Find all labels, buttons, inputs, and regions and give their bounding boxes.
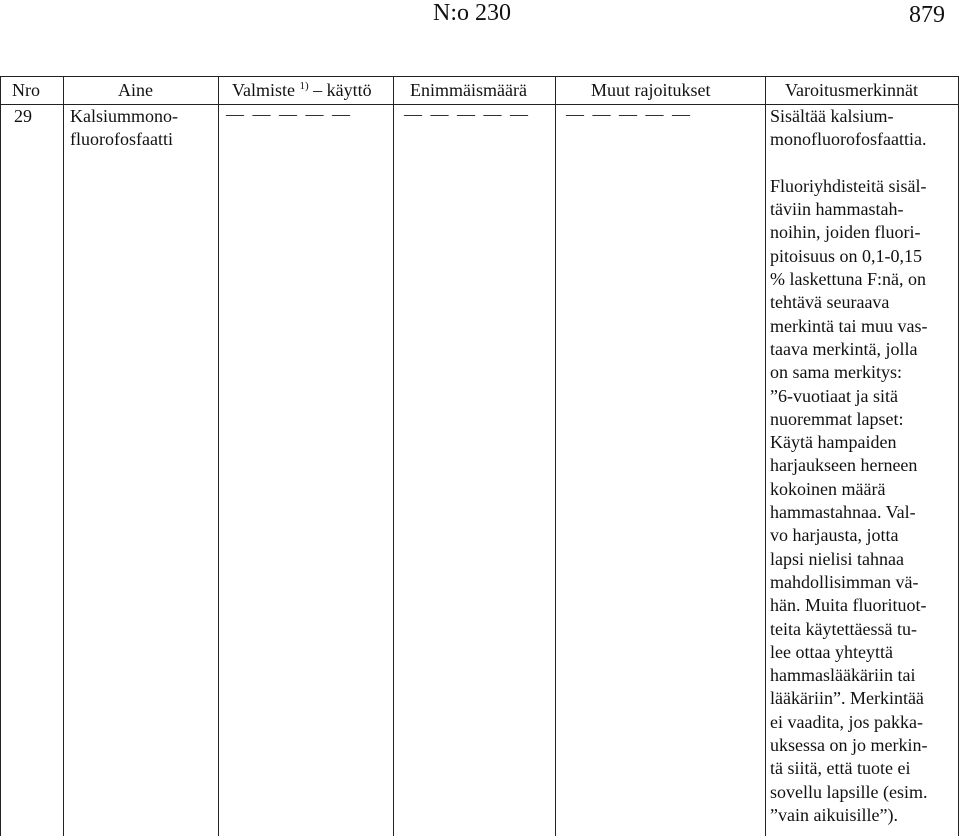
header-aine: Aine xyxy=(118,80,153,100)
header-nro: Nro xyxy=(12,80,40,100)
col-border-3 xyxy=(393,76,394,836)
row-varoitusmerkinnat: Sisältää kalsium- monofluorofosfaattia. Fluoriyhdisteitä sisäl- täviin hammastah- noihin, joiden fluori- pitoisuus on 0,1-0,15 % laskettuna F:nä, on tehtävä seuraava merkintä tai muu vas- taava merkintä, jolla on sama merkitys: ”6-vuotiaat ja sitä nuoremmat lapset: Käytä hampaiden harjaukseen herneen kokoinen määrä hammastahnaa. Val- vo harjausta, jotta lapsi nielisi tahnaa mahdollisimman vä- hän. Muita fluorituot- teita käytettäessä tu- lee ottaa yhteyttä hammaslääkäriin tai lääkäriin”. Merkintää ei vaadita, jos pakka- uksessa on jo merkin- tä siitä, että tuote ei sovellu lapsille (esim. ”vain aikuisille”). xyxy=(770,106,928,825)
header-muut-rajoitukset: Muut rajoitukset xyxy=(591,80,711,100)
col-border-0 xyxy=(0,76,1,836)
row-nro: 29 xyxy=(14,106,32,126)
col-border-5 xyxy=(765,76,766,836)
col-border-1 xyxy=(63,76,64,836)
regulation-table xyxy=(0,76,960,836)
col-border-2 xyxy=(218,76,219,836)
col-border-6 xyxy=(958,76,959,836)
col-border-4 xyxy=(555,76,556,836)
row-valmiste-dashes: — — — — — xyxy=(226,104,352,124)
page-code: N:o 230 xyxy=(433,0,511,26)
row-enimmaismaara-dashes: — — — — — xyxy=(404,104,530,124)
header-enimmaismaara: Enimmäismäärä xyxy=(410,80,527,100)
table-top-border xyxy=(0,76,958,77)
row-muut-dashes: — — — — — xyxy=(566,104,692,124)
page-number: 879 xyxy=(909,2,945,28)
row-aine: Kalsiummono- fluorofosfaatti xyxy=(70,106,178,150)
header-varoitusmerkinnat: Varoitusmerkinnät xyxy=(785,80,918,100)
header-valmiste: Valmiste $^{1)}$ – käyttö xyxy=(232,80,372,100)
